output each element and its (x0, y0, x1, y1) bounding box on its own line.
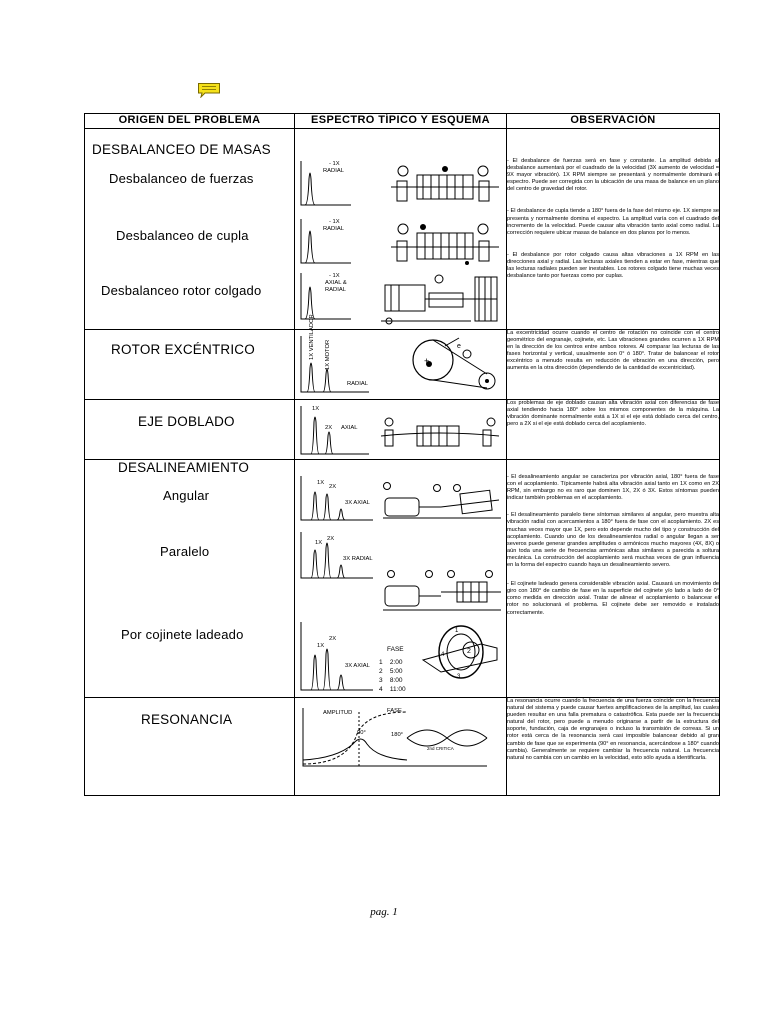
spectrum-rotor-dir: RADIAL (347, 381, 368, 387)
spectrum-angular-1x: 1X (317, 480, 325, 486)
obs-resonancia: La resonancia ocurre cuando la frecuencia de una fuerza coincide con la frecuencia natural del sistema y puede causar fuertes amplificaciones de la amplitud, las cuales pueden resultar en una falla prematura o catastrófica. Esta puede ser la frecuencia natural del rotor, pero puede a menudo originarse a partir de la estructura del soporte, fundación, caja de engranajes o incluso la transmisión de correas. Si un rotor está cerca de la resonancia será casi imposible balancear debido al gran cambio de fase que se experimenta (90° en resonancia, acercándose a 180° cuando cambia). Generalmente se requiere cambiar la frecuencia natural. La frecuencia natural no cambia con un cambio en la velocidad, esto sólo ayuda a identificarla. (507, 698, 719, 761)
fase-n: 4 (379, 686, 383, 693)
spectrum-fuerzas-dir: RADIAL (323, 168, 344, 174)
spectrum-resonancia-graph (297, 704, 503, 784)
spectrum-paralelo-1x: 1X (315, 540, 323, 546)
obs-eje: Los problemas de eje doblado causan alta vibración axial con diferencias de fase axial tendiendo hacia 180° sobre los mismos componentes de la máquina. La vibración dominante normalmente está a 1X si el eje está doblado cerca del centro, pero a 2X si el eje está doblado cerca del acoplamiento. (507, 400, 719, 428)
label-desbalanceo-cupla: Desbalanceo de cupla (116, 228, 249, 243)
spectrum-rotor-vent: 1X VENTILADOR (309, 314, 315, 360)
espectro-rotor (295, 314, 507, 400)
spectrum-angular-2x: 2X (329, 484, 337, 490)
resonancia-critica: 2nd CRITICA (427, 746, 454, 751)
spectrum-cojinete-graph (297, 620, 377, 694)
label-angular: Angular (163, 488, 210, 503)
schematic-fuerzas (387, 161, 503, 205)
header-observacion: OBSERVACIÓN (507, 114, 720, 129)
origen-eje (85, 400, 295, 460)
spectrum-cojinete-2x: 2X (329, 636, 337, 642)
label-desbalanceo-colgado: Desbalanceo rotor colgado (101, 283, 262, 298)
obs-cojinete: - El cojinete ladeado genera considerable vibración axial. Causará un movimiento de giro con 180° de cambio de fase en la superficie del cojinete y/o lado a lado de 0° como medida en dirección axial. Tratar de alinear el acoplamiento o balancear el rotor no solucionará el problema. El cojinete debe ser removido e instalado correctamente. (507, 581, 719, 616)
espectro-eje (295, 400, 507, 460)
spectrum-paralelo-2x: 2X (327, 536, 335, 542)
fase-n: 3 (379, 677, 383, 684)
schematic-rotor (391, 334, 503, 396)
spectrum-colgado-radial: RADIAL (325, 287, 346, 293)
header-row (85, 114, 720, 129)
vibration-table (84, 113, 720, 796)
label-cojinete: Por cojinete ladeado (121, 627, 244, 642)
espectro-desbalanceo (295, 129, 507, 330)
fase-v: 5:00 (389, 668, 403, 675)
spectrum-eje-1x: 1X (312, 406, 320, 412)
schematic-angular (381, 478, 503, 524)
origen-desbalanceo (85, 129, 295, 330)
spectrum-eje-2x: 2X (325, 425, 333, 431)
resonancia-fase: FASE (387, 708, 402, 714)
obs-eje-cell (507, 400, 720, 460)
spectrum-colgado-graph (297, 271, 353, 323)
spectrum-angular-3x: 3X AXIAL (345, 500, 370, 506)
obs-resonancia-cell (507, 698, 720, 796)
svg-text:e: e (457, 343, 461, 350)
svg-text:4: 4 (441, 652, 445, 658)
obs-desalineamiento (507, 460, 720, 698)
svg-text:3: 3 (457, 674, 461, 680)
label-desbalanceo-fuerzas: Desbalanceo de fuerzas (109, 171, 254, 186)
origen-rotor (85, 330, 295, 400)
obs-desbalanceo (507, 129, 720, 330)
origen-resonancia (85, 698, 295, 796)
spectrum-cupla-1x: - 1X (329, 219, 340, 225)
fase-v: 2:00 (389, 659, 403, 666)
espectro-resonancia (295, 698, 507, 796)
fase-row (379, 658, 406, 667)
spectrum-angular-graph (297, 474, 377, 524)
spectrum-colgado-1x: - 1X (329, 273, 340, 279)
resonancia-amplitud: AMPLITUD (323, 710, 353, 716)
resonancia-180: 180° (391, 732, 403, 738)
section-title-desbalanceo: DESBALANCEO DE MASAS (92, 142, 271, 157)
row-desbalanceo (85, 129, 720, 330)
spectrum-fuerzas-graph (297, 159, 353, 209)
obs-angular: - El desalineamiento angular se caracteriza por vibración axial, 180° fuera de fase con el acoplamiento. Típicamente habrá alta vibración axial tanto en 1X como en 2X RPM, sin embargo no es raro que dominen 1X, 2X ó 3X. Estos síntomas pueden indicar también problemas en el acoplamiento. (507, 474, 719, 502)
spectrum-cupla-graph (297, 217, 353, 267)
obs-rotor-cell (507, 330, 720, 400)
svg-text:1: 1 (455, 628, 459, 634)
espectro-desalineamiento (295, 460, 507, 698)
fase-v: 8:00 (389, 677, 403, 684)
fase-v: 11:00 (389, 686, 406, 693)
schematic-colgado (379, 271, 503, 327)
row-rotor (85, 330, 720, 400)
fase-row (379, 676, 406, 685)
obs-colgado: - El desbalance por rotor colgado causa altas vibraciones a 1X RPM en las direcciones axial y radial. Las lecturas axiales tienden a estar en fase, mientras que las lecturas radiales pueden ser inestables. Los rotores colgado tiene muchas veces desbalance tanto por fuerzas como por cuplas. (507, 251, 719, 280)
page-number: pag. 1 (370, 906, 398, 918)
schematic-paralelo (381, 566, 503, 616)
schematic-cupla (387, 219, 503, 265)
spectrum-paralelo-3x: 3X RADIAL (343, 556, 373, 562)
schematic-cojinete (421, 620, 503, 686)
schematic-eje (379, 410, 503, 454)
spectrum-cupla-dir: RADIAL (323, 226, 344, 232)
spectrum-eje-axial: AXIAL (341, 425, 358, 431)
label-resonancia: RESONANCIA (141, 712, 233, 727)
origen-desalineamiento (85, 460, 295, 698)
label-rotor: ROTOR EXCÉNTRICO (111, 342, 255, 357)
resonancia-90: 90° (357, 730, 366, 736)
obs-paralelo: - El desalineamiento paralelo tiene síntomas similares al angular, pero muestra alta vibración radial con acercamientos a 180° fuera de fase con el acoplamiento. 2X es muchas veces mayor que 1X, pero esto depende mucho del tipo y construcción del acoplamiento. Cuando uno de los desalineamientos radial o angular llegan a ser severos puede generar grandes amplitudes o armónicos mucho mayores (4X, 8X) o aún toda una serie de frecuencias armónicas altas similares a parecida a soltura mecánica. La construcción del acoplamiento será muchas veces de gran influencia en la forma del espectro cuando haya un desalineamiento severo. (507, 512, 719, 569)
fase-label: FASE (387, 646, 404, 653)
spectrum-fuerzas-1x: - 1X (329, 161, 340, 167)
section-title-desalineamiento: DESALINEAMIENTO (118, 460, 250, 475)
obs-cupla: - El desbalance de cupla tiende a 180° fuera de la fase del mismo eje. 1X siempre se presenta y normalmente domina el espectro. La amplitud varía con el cuadrado del incremento de la velocidad. Puede causar alta vibración tanto axial como radial. La corrección requiere ubicar masas de balance en dos planos por lo menos. (507, 208, 719, 236)
row-resonancia (85, 698, 720, 796)
fase-row (379, 685, 406, 694)
svg-text:2: 2 (467, 648, 471, 655)
spectrum-rotor-motor: 1X MOTOR (325, 339, 331, 370)
header-origen: ORIGEN DEL PROBLEMA (85, 114, 295, 129)
spectrum-cojinete-1x: 1X (317, 643, 325, 649)
fase-n: 1 (379, 659, 383, 666)
spectrum-cojinete-3x: 3X AXIAL (345, 663, 370, 669)
spectrum-eje-graph (297, 404, 373, 458)
row-desalineamiento (85, 460, 720, 698)
svg-text:+: + (424, 356, 430, 366)
fase-table (379, 658, 406, 694)
obs-fuerzas: - El desbalance de fuerzas será en fase y constante. La amplitud debida al desbalance aumentará por el cuadrado de la velocidad (3X aumento de velocidad = 9X mayor vibración). 1X RPM siempre se presentará y normalmente dominará el espectro. Puede ser corregida con la ubicación de una masa de balance en un plano del centro de gravedad del rotor. (507, 158, 719, 193)
obs-rotor: La excentricidad ocurre cuando el centro de rotación no coincide con el centro geométrico del engranaje, cojinete, etc. Las vibraciones grandes ocurren a 1X RPM en la dirección de los centros entre ambos rotores. Al comparar las lecturas de las fases horizontal y vertical, usualmente son 0° ó 180°. Tratar de balancear el rotor excéntrico a menudo resulta en reducción de vibración en una dirección, pero aumenta en la otra dirección (dependiendo de la cantidad de excentricidad). (507, 330, 719, 372)
label-paralelo: Paralelo (160, 544, 210, 559)
label-eje: EJE DOBLADO (138, 414, 235, 429)
fase-row (379, 667, 406, 676)
spectrum-colgado-axial: AXIAL & (325, 280, 347, 286)
fase-n: 2 (379, 668, 383, 675)
header-espectro: ESPECTRO TÍPICO Y ESQUEMA (295, 114, 507, 129)
row-eje (85, 400, 720, 460)
note-icon[interactable] (197, 82, 221, 98)
